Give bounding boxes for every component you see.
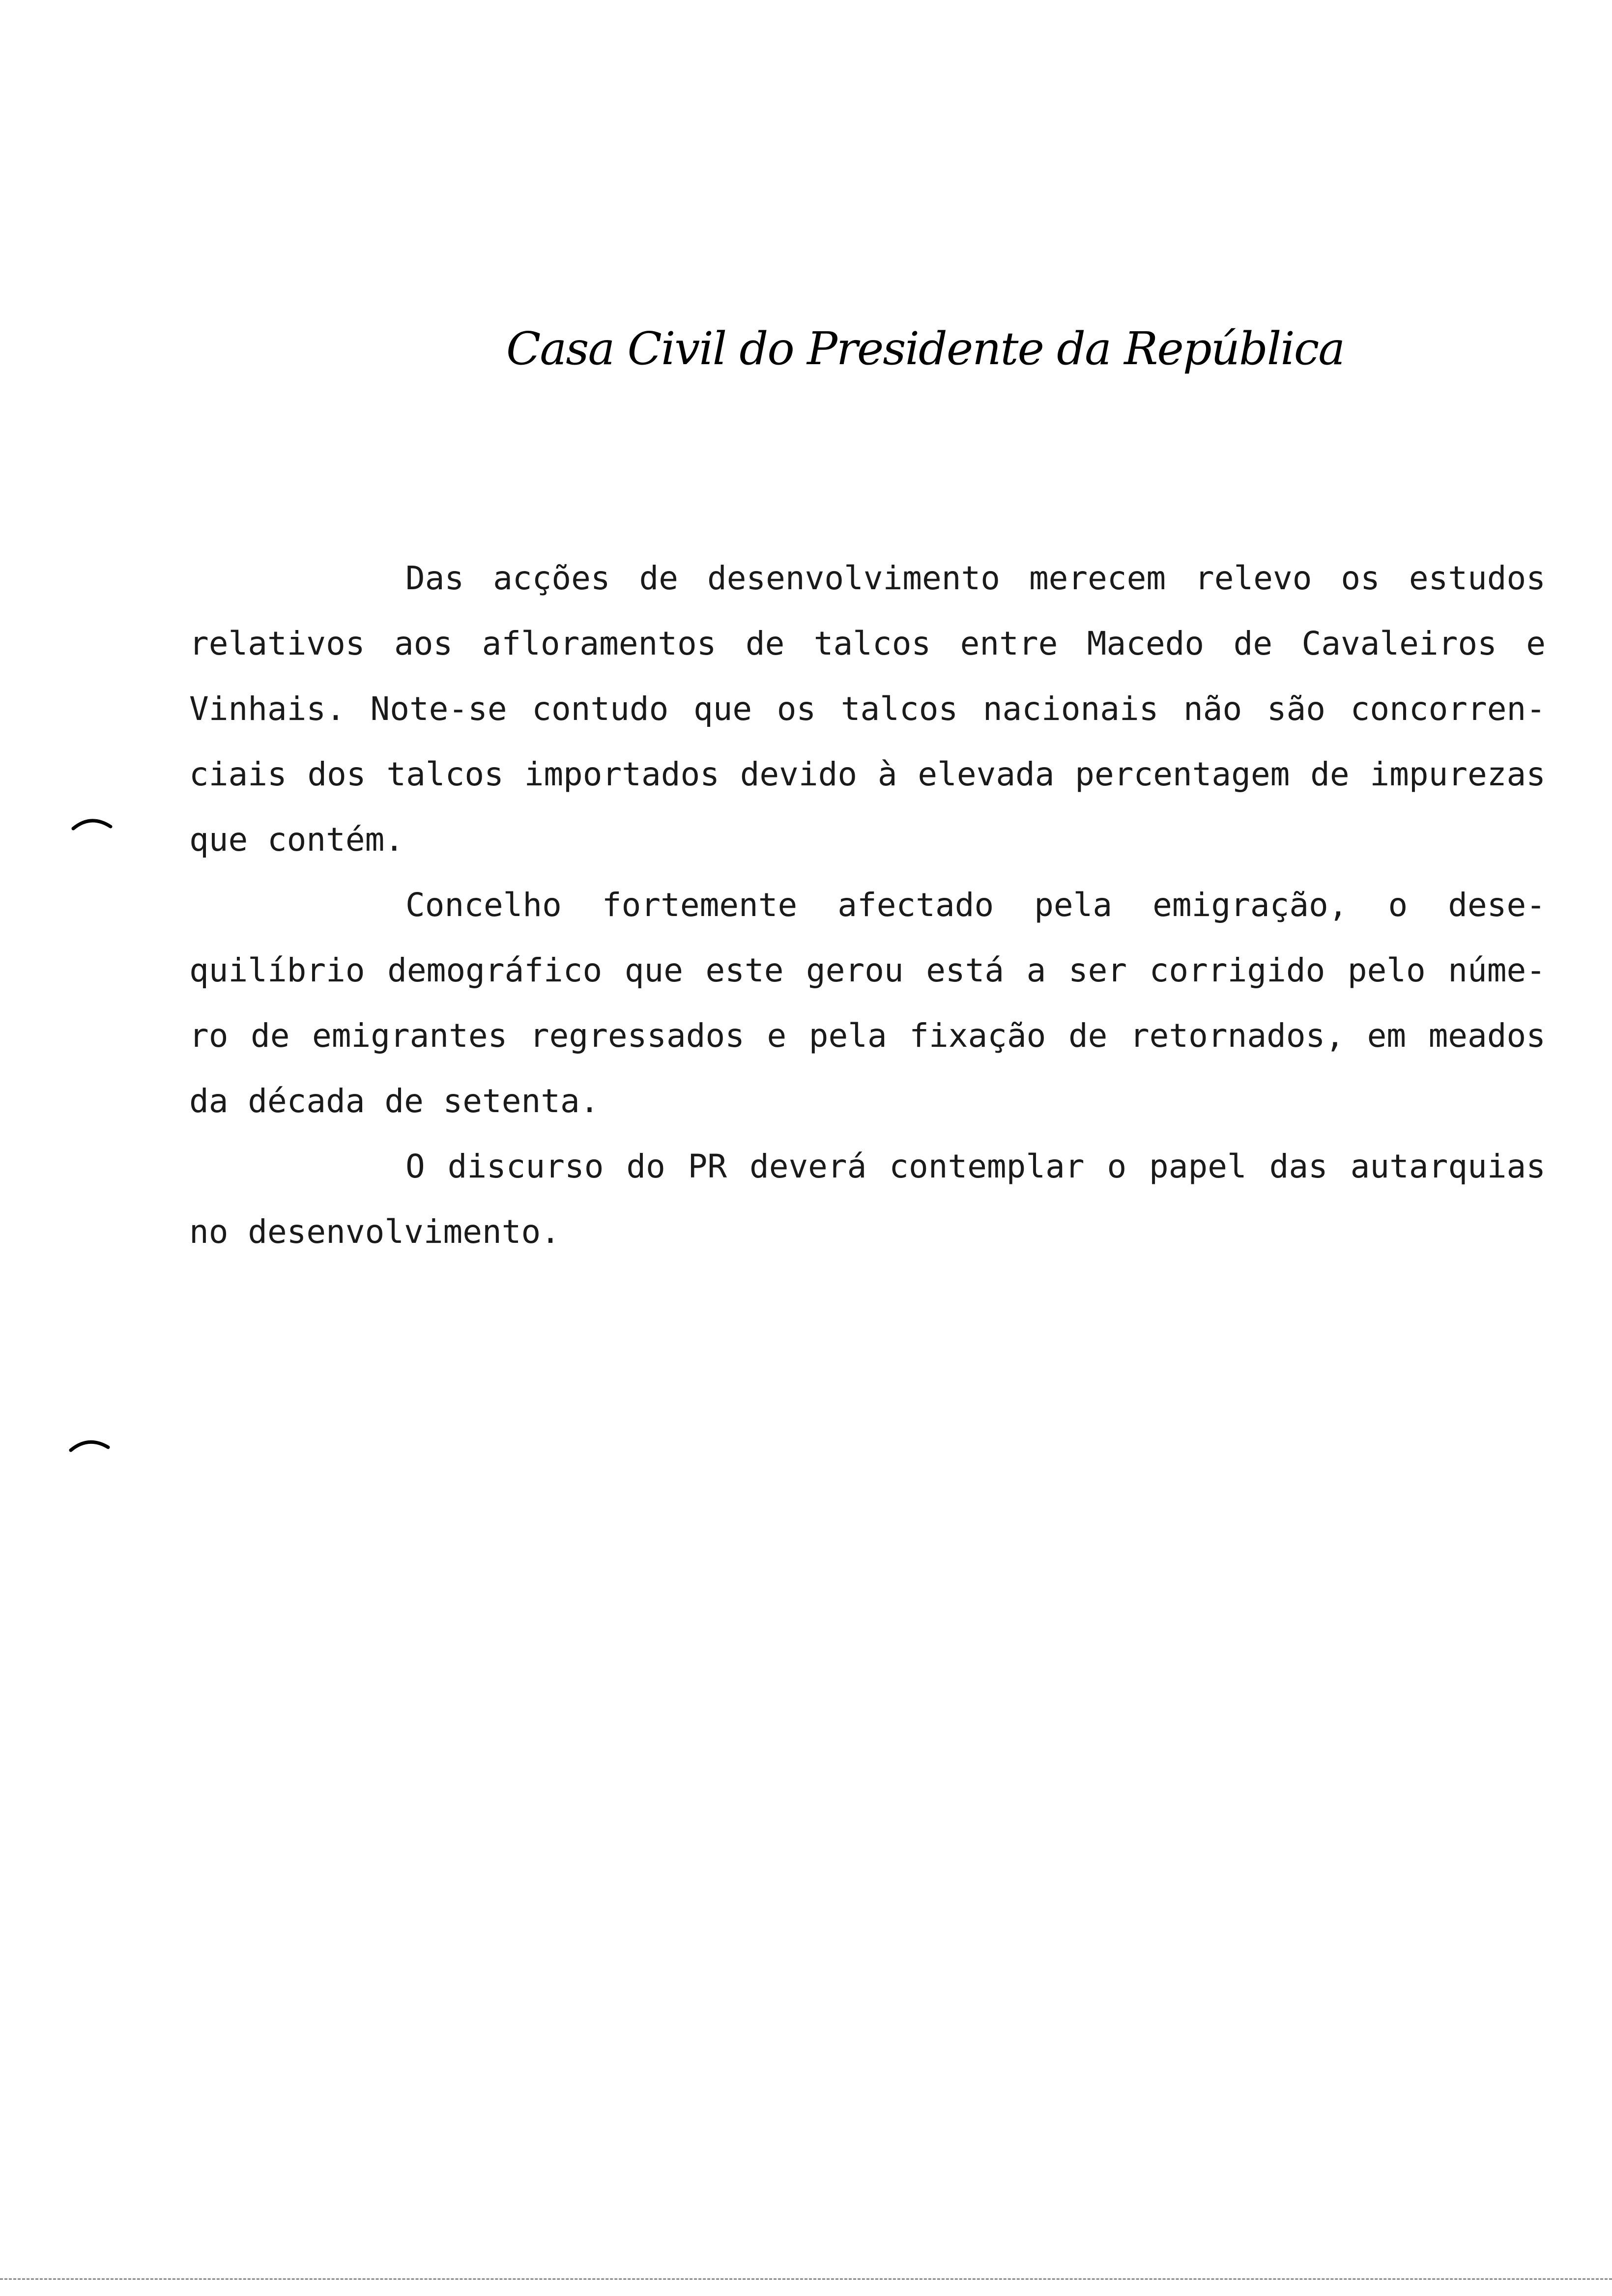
letterhead-title: Casa Civil do Presidente da República [506, 322, 1345, 375]
document-body [189, 545, 1546, 1264]
body-line-7: quilíbrio demográfico que este gerou está a ser corrigido pelo núme- [189, 951, 1546, 989]
punch-hole-mark-lower [69, 1437, 110, 1452]
body-line-8: ro de emigrantes regressados e pela fixação de retornados, em meados [189, 1017, 1546, 1055]
body-line-11: no desenvolvimento. [189, 1213, 560, 1251]
punch-hole-mark-upper [71, 816, 113, 831]
body-line-9: da década de setenta. [189, 1082, 600, 1120]
body-line-3: Vinhais. Note-se contudo que os talcos nacionais não são concorren- [189, 690, 1546, 728]
body-line-6: Concelho fortemente afectado pela emigração, o dese- [405, 886, 1546, 924]
bottom-scan-edge [0, 2278, 1612, 2280]
body-line-2: relativos aos afloramentos de talcos entre Macedo de Cavaleiros e [189, 625, 1546, 662]
body-line-5: que contém. [189, 821, 404, 859]
body-line-1: Das acções de desenvolvimento merecem relevo os estudos [405, 559, 1546, 597]
body-line-10: O discurso do PR deverá contemplar o papel das autarquias [405, 1148, 1546, 1185]
body-line-4: ciais dos talcos importados devido à elevada percentagem de impurezas [189, 755, 1546, 793]
